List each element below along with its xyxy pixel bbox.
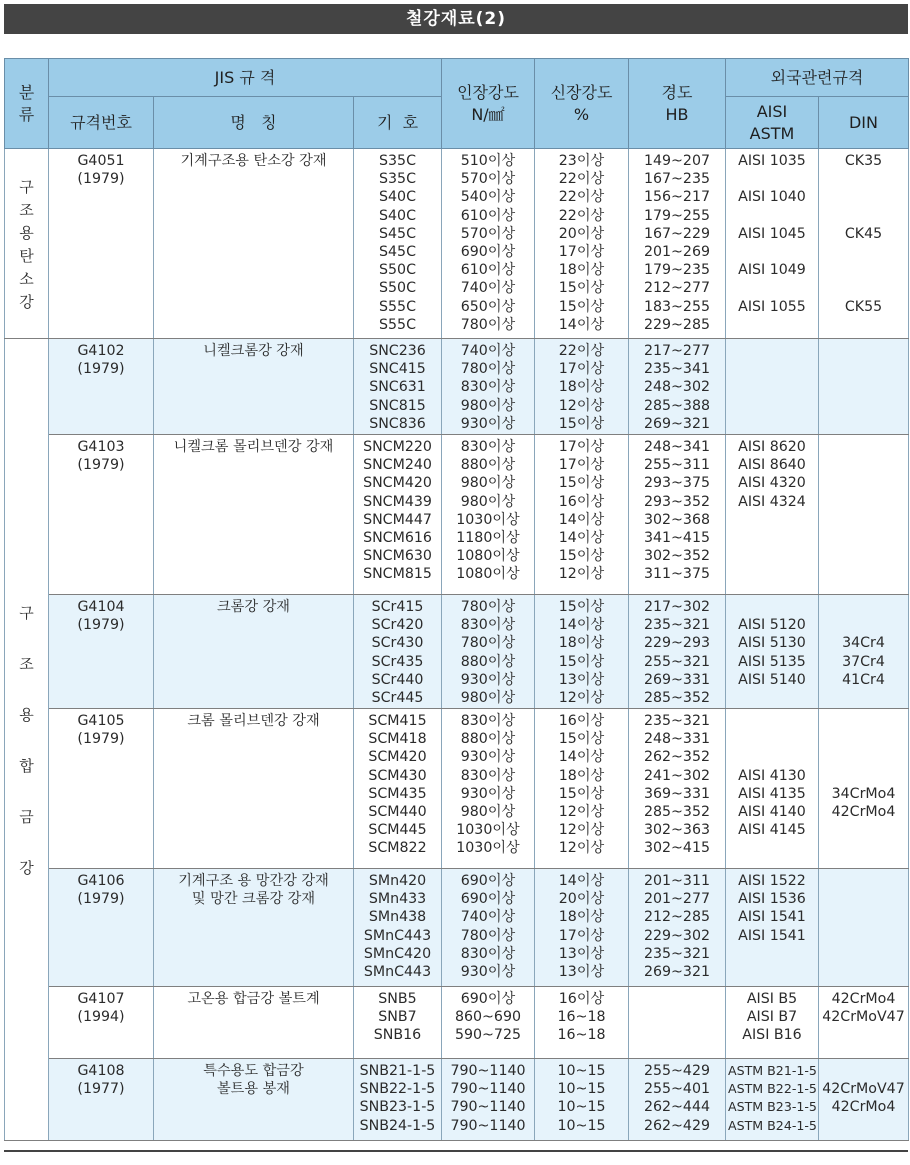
name-cell: 니켈크롬강 강재 [154,339,354,435]
header-aisi: AISI ASTM [726,97,819,149]
din-cell [819,339,909,435]
elongation-cell: 17이상 17이상 15이상 16이상 14이상 14이상 15이상 12이상 [535,435,629,595]
name-cell: 기계구조용 탄소강 강재 [154,149,354,339]
aisi-cell: AISI 5120 AISI 5130 AISI 5135 AISI 5140 [726,595,819,709]
elongation-cell: 16이상 15이상 14이상 18이상 15이상 12이상 12이상 12이상 [535,709,629,869]
din-cell [819,869,909,987]
header-jis: JIS 규 격 [49,59,442,97]
tensile-cell: 790~1140 790~1140 790~1140 790~1140 [442,1059,535,1141]
name-cell: 니켈크롬 몰리브덴강 강재 [154,435,354,595]
spec-no-cell: G4105 (1979) [49,709,154,869]
aisi-cell: AISI B5 AISI B7 AISI B16 [726,987,819,1059]
tensile-cell: 740이상 780이상 830이상 980이상 930이상 [442,339,535,435]
elongation-cell: 15이상 14이상 18이상 15이상 13이상 12이상 [535,595,629,709]
spec-no-cell: G4107 (1994) [49,987,154,1059]
din-cell: CK35 CK45 CK55 [819,149,909,339]
table-row [5,987,909,1059]
din-cell: 42CrMo4 42CrMoV47 [819,987,909,1059]
symbols-cell: S35C S35C S40C S40C S45C S45C S50C S50C S55C S55C [354,149,442,339]
aisi-cell: AISI 4130 AISI 4135 AISI 4140 AISI 4145 [726,709,819,869]
hardness-cell: 217~302 235~321 229~293 255~321 269~331 285~352 [629,595,726,709]
hardness-cell: 235~321 248~331 262~352 241~302 369~331 285~352 302~363 302~415 [629,709,726,869]
aisi-cell: AISI 1035 AISI 1040 AISI 1045 AISI 1049 AISI 1055 [726,149,819,339]
spec-no-cell: G4108 (1977) [49,1059,154,1141]
name-cell: 특수용도 합금강 볼트용 봉재 [154,1059,354,1141]
hardness-cell: 217~277 235~341 248~302 285~388 269~321 [629,339,726,435]
name-cell: 크롬 몰리브덴강 강재 [154,709,354,869]
elongation-cell: 10~15 10~15 10~15 10~15 [535,1059,629,1141]
spec-no-cell: G4106 (1979) [49,869,154,987]
name-cell: 크롬강 강재 [154,595,354,709]
aisi-cell: ASTM B21-1-5 ASTM B22-1-5 ASTM B23-1-5 ASTM B24-1-5 [726,1059,819,1141]
elongation-cell: 23이상 22이상 22이상 22이상 20이상 17이상 18이상 15이상 15이상 14이상 [535,149,629,339]
spec-no-cell: G4102 (1979) [49,339,154,435]
aisi-cell: AISI 8620 AISI 8640 AISI 4320 AISI 4324 [726,435,819,595]
aisi-cell [726,339,819,435]
table-row [5,339,909,435]
hardness-cell: 248~341 255~311 293~375 293~352 302~368 341~415 302~352 311~375 [629,435,726,595]
table-bottom-rule [4,1150,908,1152]
elongation-cell: 22이상 17이상 18이상 12이상 15이상 [535,339,629,435]
tensile-cell: 830이상 880이상 980이상 980이상 1030이상 1180이상 1080이상 1080이상 [442,435,535,595]
header-foreign: 외국관련규격 [726,59,909,97]
category-cell: 구 조 용 합 금 강 [5,339,49,1141]
spec-no-cell: G4051 (1979) [49,149,154,339]
tensile-cell: 780이상 830이상 780이상 880이상 930이상 980이상 [442,595,535,709]
symbols-cell: SNC236 SNC415 SNC631 SNC815 SNC836 [354,339,442,435]
table-row [5,435,909,595]
header-din: DIN [819,97,909,149]
table-row [5,149,909,339]
header-name: 명 칭 [154,97,354,149]
din-cell: 34Cr4 37Cr4 41Cr4 [819,595,909,709]
aisi-cell: AISI 1522 AISI 1536 AISI 1541 AISI 1541 [726,869,819,987]
symbols-cell: SCM415 SCM418 SCM420 SCM430 SCM435 SCM440 SCM445 SCM822 [354,709,442,869]
elongation-cell: 16이상 16~18 16~18 [535,987,629,1059]
table-row [5,709,909,869]
hardness-cell [629,987,726,1059]
header-hardness: 경도 HB [629,59,726,149]
spec-no-cell: G4104 (1979) [49,595,154,709]
hardness-cell: 201~311 201~277 212~285 229~302 235~321 269~321 [629,869,726,987]
page-title: 철강재료(2) [4,4,908,34]
tensile-cell: 510이상 570이상 540이상 610이상 570이상 690이상 610이상 740이상 650이상 780이상 [442,149,535,339]
symbols-cell: SCr415 SCr420 SCr430 SCr435 SCr440 SCr445 [354,595,442,709]
symbols-cell: SNCM220 SNCM240 SNCM420 SNCM439 SNCM447 SNCM616 SNCM630 SNCM815 [354,435,442,595]
symbols-cell: SNB21-1-5 SNB22-1-5 SNB23-1-5 SNB24-1-5 [354,1059,442,1141]
tensile-cell: 690이상 690이상 740이상 780이상 830이상 930이상 [442,869,535,987]
table-row [5,595,909,709]
din-cell [819,435,909,595]
symbols-cell: SNB5 SNB7 SNB16 [354,987,442,1059]
header-elongation: 신장강도 % [535,59,629,149]
tensile-cell: 830이상 880이상 930이상 830이상 930이상 980이상 1030이상 1030이상 [442,709,535,869]
steel-spec-table [4,58,909,1141]
din-cell: 34CrMo4 42CrMo4 [819,709,909,869]
din-cell: 42CrMoV47 42CrMo4 [819,1059,909,1141]
hardness-cell: 255~429 255~401 262~444 262~429 [629,1059,726,1141]
category-cell: 구 조 용 탄 소 강 [5,149,49,339]
table-row [5,1059,909,1141]
tensile-cell: 690이상 860~690 590~725 [442,987,535,1059]
hardness-cell: 149~207 167~235 156~217 179~255 167~229 201~269 179~235 212~277 183~255 229~285 [629,149,726,339]
name-cell: 고온용 합금강 볼트계 [154,987,354,1059]
table-row [5,869,909,987]
header-symbol: 기 호 [354,97,442,149]
elongation-cell: 14이상 20이상 18이상 17이상 13이상 13이상 [535,869,629,987]
header-category: 분 류 [5,59,49,149]
symbols-cell: SMn420 SMn433 SMn438 SMnC443 SMnC420 SMnC443 [354,869,442,987]
name-cell: 기계구조 용 망간강 강재 및 망간 크롬강 강재 [154,869,354,987]
spec-no-cell: G4103 (1979) [49,435,154,595]
header-spec-no: 규격번호 [49,97,154,149]
header-tensile: 인장강도 N/㎟ [442,59,535,149]
